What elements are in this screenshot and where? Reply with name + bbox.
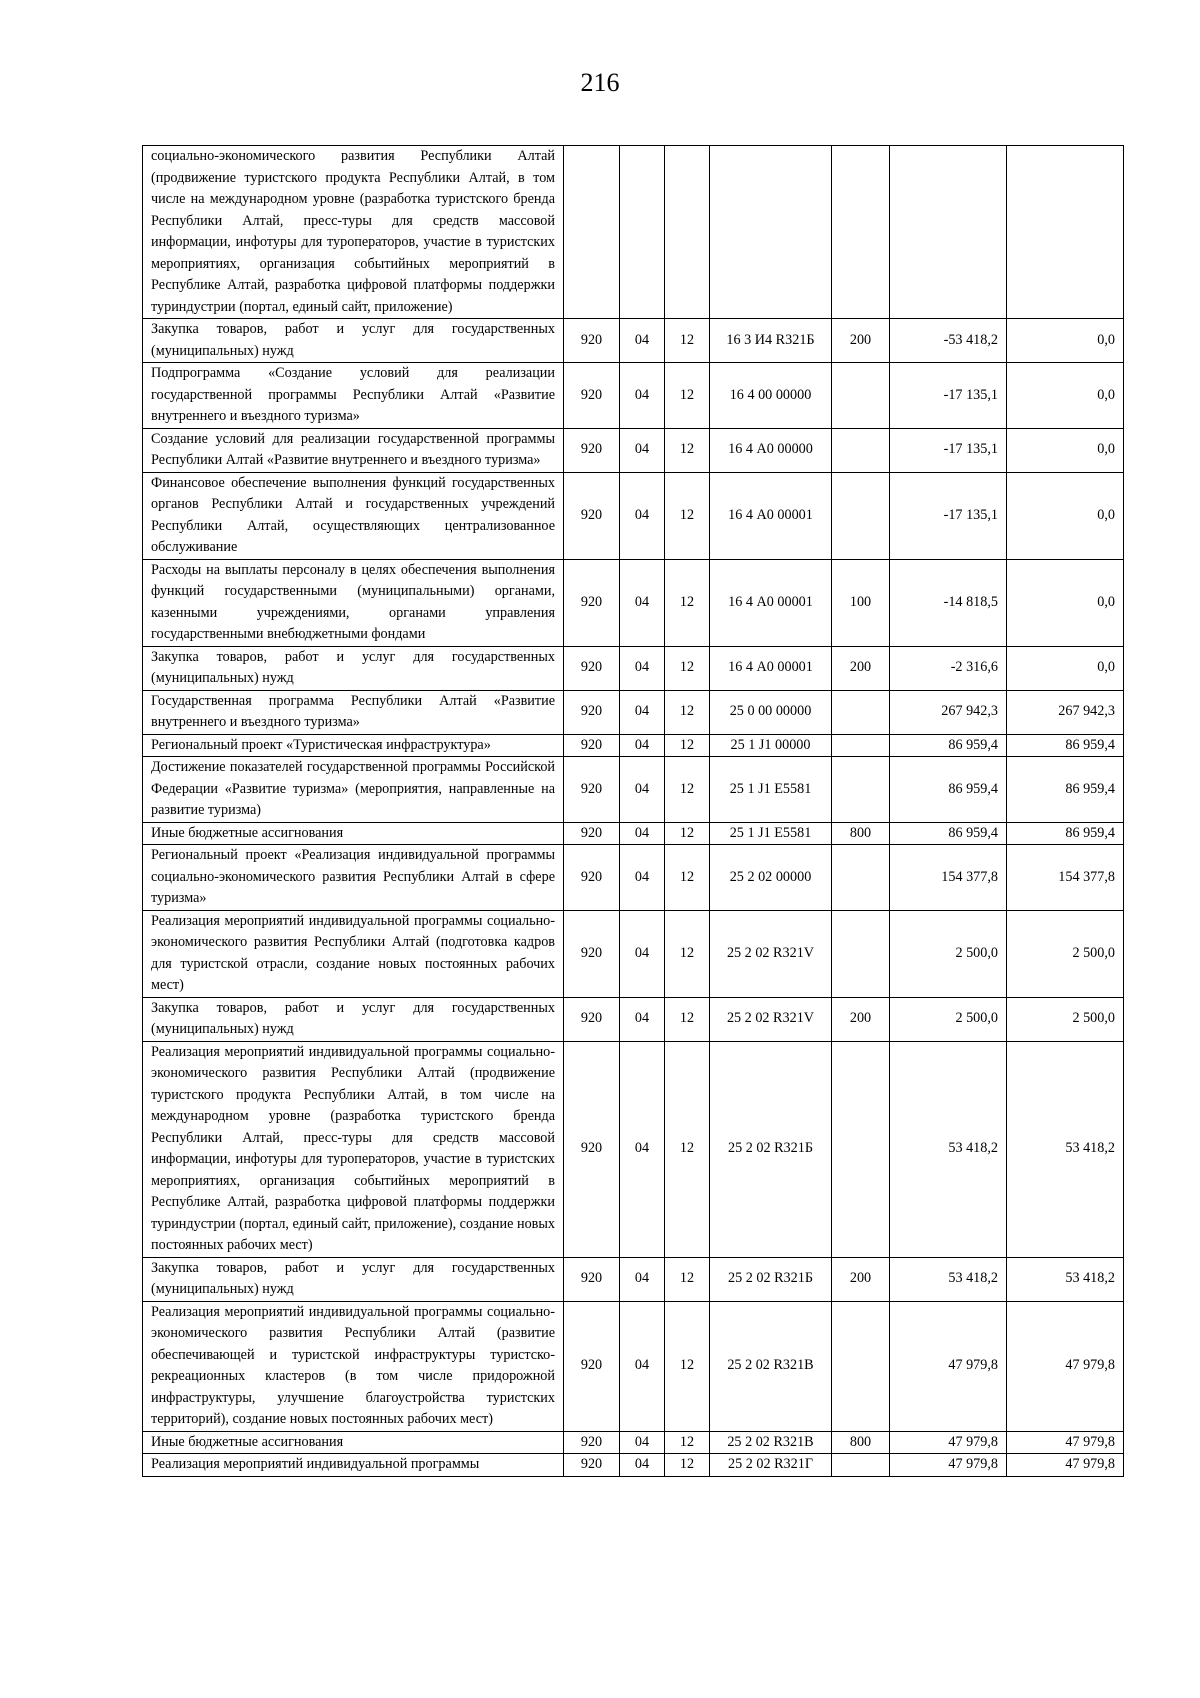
- cell-sum-year1: 154 377,8: [890, 845, 1007, 911]
- cell-ved: 920: [564, 1454, 620, 1477]
- cell-sum-year1: 2 500,0: [890, 997, 1007, 1041]
- cell-name: Закупка товаров, работ и услуг для государственных (муниципальных) нужд: [143, 646, 564, 690]
- cell-name: Реализация мероприятий индивидуальной программы социально-экономического развития Республики Алтай (продвижение туристского продукта Республики Алтай, в том числе на международном уровне (разработка туристского бренда Республики Алтай, пресс-туры для средств массовой информации, инфотуры для туроператоров, участие в туристских мероприятиях, организация событийных мероприятий в Республике Алтай, разработка цифровой платформы поддержки туриндустрии (портал, единый сайт, приложение), создание новых постоянных рабочих мест): [143, 1041, 564, 1257]
- cell-sum-year2: 86 959,4: [1007, 734, 1124, 757]
- cell-section: 04: [620, 734, 665, 757]
- cell-sum-year1: 53 418,2: [890, 1041, 1007, 1257]
- cell-name: Иные бюджетные ассигнования: [143, 822, 564, 845]
- cell-name: Реализация мероприятий индивидуальной программы социально-экономического развития Республики Алтай (развитие обеспечивающей и туристской инфраструктуры туристско-рекреационных кластеров (в том числе придорожной инфраструктуры, улучшение благоустройства туристских территорий), создание новых постоянных рабочих мест): [143, 1301, 564, 1431]
- cell-target-article: 25 2 02 00000: [710, 845, 832, 911]
- cell-subsection: 12: [665, 1454, 710, 1477]
- cell-expense-type: 800: [832, 1431, 890, 1454]
- cell-sum-year2: 53 418,2: [1007, 1041, 1124, 1257]
- cell-section: 04: [620, 1041, 665, 1257]
- cell-ved: 920: [564, 822, 620, 845]
- cell-section: 04: [620, 428, 665, 472]
- cell-expense-type: [832, 428, 890, 472]
- table-row: [143, 428, 1124, 472]
- cell-ved: 920: [564, 910, 620, 997]
- cell-sum-year1: -2 316,6: [890, 646, 1007, 690]
- table-row: [143, 363, 1124, 429]
- cell-subsection: 12: [665, 757, 710, 823]
- cell-sum-year2: 0,0: [1007, 559, 1124, 646]
- cell-section: 04: [620, 910, 665, 997]
- cell-sum-year1: -17 135,1: [890, 472, 1007, 559]
- cell-target-article: 25 2 02 R321V: [710, 910, 832, 997]
- cell-section: 04: [620, 1301, 665, 1431]
- cell-target-article: 25 1 J1 00000: [710, 734, 832, 757]
- cell-section: 04: [620, 559, 665, 646]
- cell-section: [620, 146, 665, 319]
- cell-ved: 920: [564, 1431, 620, 1454]
- cell-name: Государственная программа Республики Алтай «Развитие внутреннего и въездного туризма»: [143, 690, 564, 734]
- table-row: [143, 1431, 1124, 1454]
- cell-expense-type: 100: [832, 559, 890, 646]
- cell-name: Реализация мероприятий индивидуальной программы: [143, 1454, 564, 1477]
- cell-ved: 920: [564, 997, 620, 1041]
- cell-expense-type: 200: [832, 319, 890, 363]
- cell-sum-year1: 47 979,8: [890, 1454, 1007, 1477]
- cell-target-article: 25 2 02 R321В: [710, 1301, 832, 1431]
- cell-sum-year2: 154 377,8: [1007, 845, 1124, 911]
- cell-section: 04: [620, 646, 665, 690]
- cell-sum-year1: 47 979,8: [890, 1301, 1007, 1431]
- budget-table: [142, 145, 1124, 1477]
- cell-subsection: 12: [665, 1257, 710, 1301]
- cell-target-article: 25 2 02 R321В: [710, 1431, 832, 1454]
- cell-sum-year2: [1007, 146, 1124, 319]
- cell-subsection: 12: [665, 1041, 710, 1257]
- cell-expense-type: [832, 363, 890, 429]
- cell-ved: 920: [564, 559, 620, 646]
- cell-section: 04: [620, 472, 665, 559]
- cell-expense-type: [832, 146, 890, 319]
- cell-subsection: 12: [665, 1301, 710, 1431]
- cell-subsection: 12: [665, 472, 710, 559]
- table-row: [143, 757, 1124, 823]
- cell-target-article: [710, 146, 832, 319]
- table-row: [143, 845, 1124, 911]
- cell-section: 04: [620, 1454, 665, 1477]
- cell-sum-year1: -17 135,1: [890, 363, 1007, 429]
- cell-ved: [564, 146, 620, 319]
- cell-expense-type: [832, 845, 890, 911]
- cell-sum-year1: 86 959,4: [890, 757, 1007, 823]
- cell-sum-year1: 53 418,2: [890, 1257, 1007, 1301]
- table-row: [143, 690, 1124, 734]
- cell-target-article: 16 4 А0 00001: [710, 646, 832, 690]
- cell-ved: 920: [564, 646, 620, 690]
- cell-sum-year1: -14 818,5: [890, 559, 1007, 646]
- cell-sum-year2: 0,0: [1007, 363, 1124, 429]
- cell-name: Достижение показателей государственной программы Российской Федерации «Развитие туризма» (мероприятия, направленные на развитие туризма): [143, 757, 564, 823]
- cell-expense-type: [832, 472, 890, 559]
- cell-sum-year1: 267 942,3: [890, 690, 1007, 734]
- table-row: [143, 1454, 1124, 1477]
- cell-sum-year1: 2 500,0: [890, 910, 1007, 997]
- cell-subsection: 12: [665, 319, 710, 363]
- cell-section: 04: [620, 363, 665, 429]
- table-row: [143, 472, 1124, 559]
- cell-ved: 920: [564, 363, 620, 429]
- cell-target-article: 25 1 J1 E5581: [710, 822, 832, 845]
- cell-sum-year2: 47 979,8: [1007, 1431, 1124, 1454]
- cell-name: Закупка товаров, работ и услуг для государственных (муниципальных) нужд: [143, 1257, 564, 1301]
- cell-target-article: 25 2 02 R321Б: [710, 1041, 832, 1257]
- cell-sum-year2: 2 500,0: [1007, 997, 1124, 1041]
- cell-subsection: 12: [665, 997, 710, 1041]
- cell-target-article: 16 4 А0 00000: [710, 428, 832, 472]
- cell-sum-year1: -53 418,2: [890, 319, 1007, 363]
- cell-target-article: 16 3 И4 R321Б: [710, 319, 832, 363]
- cell-target-article: 25 0 00 00000: [710, 690, 832, 734]
- cell-expense-type: 800: [832, 822, 890, 845]
- cell-target-article: 16 4 А0 00001: [710, 559, 832, 646]
- cell-sum-year2: 0,0: [1007, 646, 1124, 690]
- cell-section: 04: [620, 319, 665, 363]
- table-row: [143, 319, 1124, 363]
- cell-name: социально-экономического развития Республики Алтай (продвижение туристского продукта Республики Алтай, в том числе на международном уровне (разработка туристского бренда Республики Алтай, пресс-туры для средств массовой информации, инфотуры для туроператоров, участие в туристских мероприятиях, организация событийных мероприятий в Республике Алтай, разработка цифровой платформы поддержки туриндустрии (портал, единый сайт, приложение): [143, 146, 564, 319]
- table-row: [143, 146, 1124, 319]
- cell-name: Реализация мероприятий индивидуальной программы социально-экономического развития Республики Алтай (подготовка кадров для туристской отрасли, создание новых постоянных рабочих мест): [143, 910, 564, 997]
- cell-section: 04: [620, 1257, 665, 1301]
- cell-expense-type: [832, 1301, 890, 1431]
- table-row: [143, 559, 1124, 646]
- table-row: [143, 910, 1124, 997]
- cell-expense-type: [832, 1041, 890, 1257]
- cell-name: Подпрограмма «Создание условий для реализации государственной программы Республики Алтай «Развитие внутреннего и въездного туризма»: [143, 363, 564, 429]
- cell-target-article: 25 2 02 R321Б: [710, 1257, 832, 1301]
- cell-target-article: 25 2 02 R321Г: [710, 1454, 832, 1477]
- cell-expense-type: [832, 1454, 890, 1477]
- cell-sum-year2: 0,0: [1007, 428, 1124, 472]
- table-row: [143, 1301, 1124, 1431]
- table-row: [143, 734, 1124, 757]
- cell-ved: 920: [564, 1301, 620, 1431]
- cell-subsection: 12: [665, 363, 710, 429]
- cell-sum-year1: -17 135,1: [890, 428, 1007, 472]
- cell-name: Закупка товаров, работ и услуг для государственных (муниципальных) нужд: [143, 319, 564, 363]
- cell-subsection: 12: [665, 559, 710, 646]
- cell-sum-year2: 0,0: [1007, 319, 1124, 363]
- cell-subsection: [665, 146, 710, 319]
- cell-ved: 920: [564, 472, 620, 559]
- cell-section: 04: [620, 997, 665, 1041]
- cell-ved: 920: [564, 1041, 620, 1257]
- cell-ved: 920: [564, 319, 620, 363]
- cell-subsection: 12: [665, 822, 710, 845]
- cell-sum-year2: 2 500,0: [1007, 910, 1124, 997]
- cell-target-article: 25 1 J1 E5581: [710, 757, 832, 823]
- table-row: [143, 822, 1124, 845]
- table-row: [143, 1041, 1124, 1257]
- cell-ved: 920: [564, 428, 620, 472]
- cell-name: Создание условий для реализации государственной программы Республики Алтай «Развитие внутреннего и въездного туризма»: [143, 428, 564, 472]
- cell-expense-type: [832, 910, 890, 997]
- cell-name: Закупка товаров, работ и услуг для государственных (муниципальных) нужд: [143, 997, 564, 1041]
- cell-expense-type: [832, 757, 890, 823]
- cell-expense-type: 200: [832, 997, 890, 1041]
- cell-subsection: 12: [665, 428, 710, 472]
- cell-sum-year2: 47 979,8: [1007, 1454, 1124, 1477]
- table-body: [143, 146, 1124, 1477]
- cell-name: Расходы на выплаты персоналу в целях обеспечения выполнения функций государственными (муниципальными) органами, казенными учреждениями, органами управления государственными внебюджетными фондами: [143, 559, 564, 646]
- cell-subsection: 12: [665, 845, 710, 911]
- cell-sum-year1: 86 959,4: [890, 734, 1007, 757]
- cell-name: Региональный проект «Реализация индивидуальной программы социально-экономического развития Республики Алтай в сфере туризма»: [143, 845, 564, 911]
- cell-section: 04: [620, 845, 665, 911]
- cell-sum-year2: 267 942,3: [1007, 690, 1124, 734]
- cell-sum-year2: 86 959,4: [1007, 822, 1124, 845]
- cell-subsection: 12: [665, 734, 710, 757]
- cell-ved: 920: [564, 845, 620, 911]
- cell-sum-year2: 47 979,8: [1007, 1301, 1124, 1431]
- cell-sum-year2: 0,0: [1007, 472, 1124, 559]
- page-number: 216: [580, 68, 620, 97]
- cell-subsection: 12: [665, 690, 710, 734]
- cell-expense-type: 200: [832, 1257, 890, 1301]
- table-row: [143, 1257, 1124, 1301]
- cell-ved: 920: [564, 734, 620, 757]
- cell-target-article: 16 4 А0 00001: [710, 472, 832, 559]
- cell-name: Финансовое обеспечение выполнения функций государственных органов Республики Алтай и государственных учреждений Республики Алтай, осуществляющих централизованное обслуживание: [143, 472, 564, 559]
- cell-sum-year1: 86 959,4: [890, 822, 1007, 845]
- cell-expense-type: [832, 690, 890, 734]
- cell-sum-year1: 47 979,8: [890, 1431, 1007, 1454]
- cell-section: 04: [620, 757, 665, 823]
- cell-sum-year1: [890, 146, 1007, 319]
- cell-section: 04: [620, 822, 665, 845]
- cell-ved: 920: [564, 1257, 620, 1301]
- cell-subsection: 12: [665, 646, 710, 690]
- cell-section: 04: [620, 1431, 665, 1454]
- cell-expense-type: 200: [832, 646, 890, 690]
- cell-sum-year2: 86 959,4: [1007, 757, 1124, 823]
- table-row: [143, 646, 1124, 690]
- cell-subsection: 12: [665, 910, 710, 997]
- cell-target-article: 25 2 02 R321V: [710, 997, 832, 1041]
- cell-ved: 920: [564, 690, 620, 734]
- cell-sum-year2: 53 418,2: [1007, 1257, 1124, 1301]
- table-row: [143, 997, 1124, 1041]
- cell-section: 04: [620, 690, 665, 734]
- cell-name: Иные бюджетные ассигнования: [143, 1431, 564, 1454]
- cell-expense-type: [832, 734, 890, 757]
- cell-subsection: 12: [665, 1431, 710, 1454]
- cell-name: Региональный проект «Туристическая инфраструктура»: [143, 734, 564, 757]
- cell-ved: 920: [564, 757, 620, 823]
- cell-target-article: 16 4 00 00000: [710, 363, 832, 429]
